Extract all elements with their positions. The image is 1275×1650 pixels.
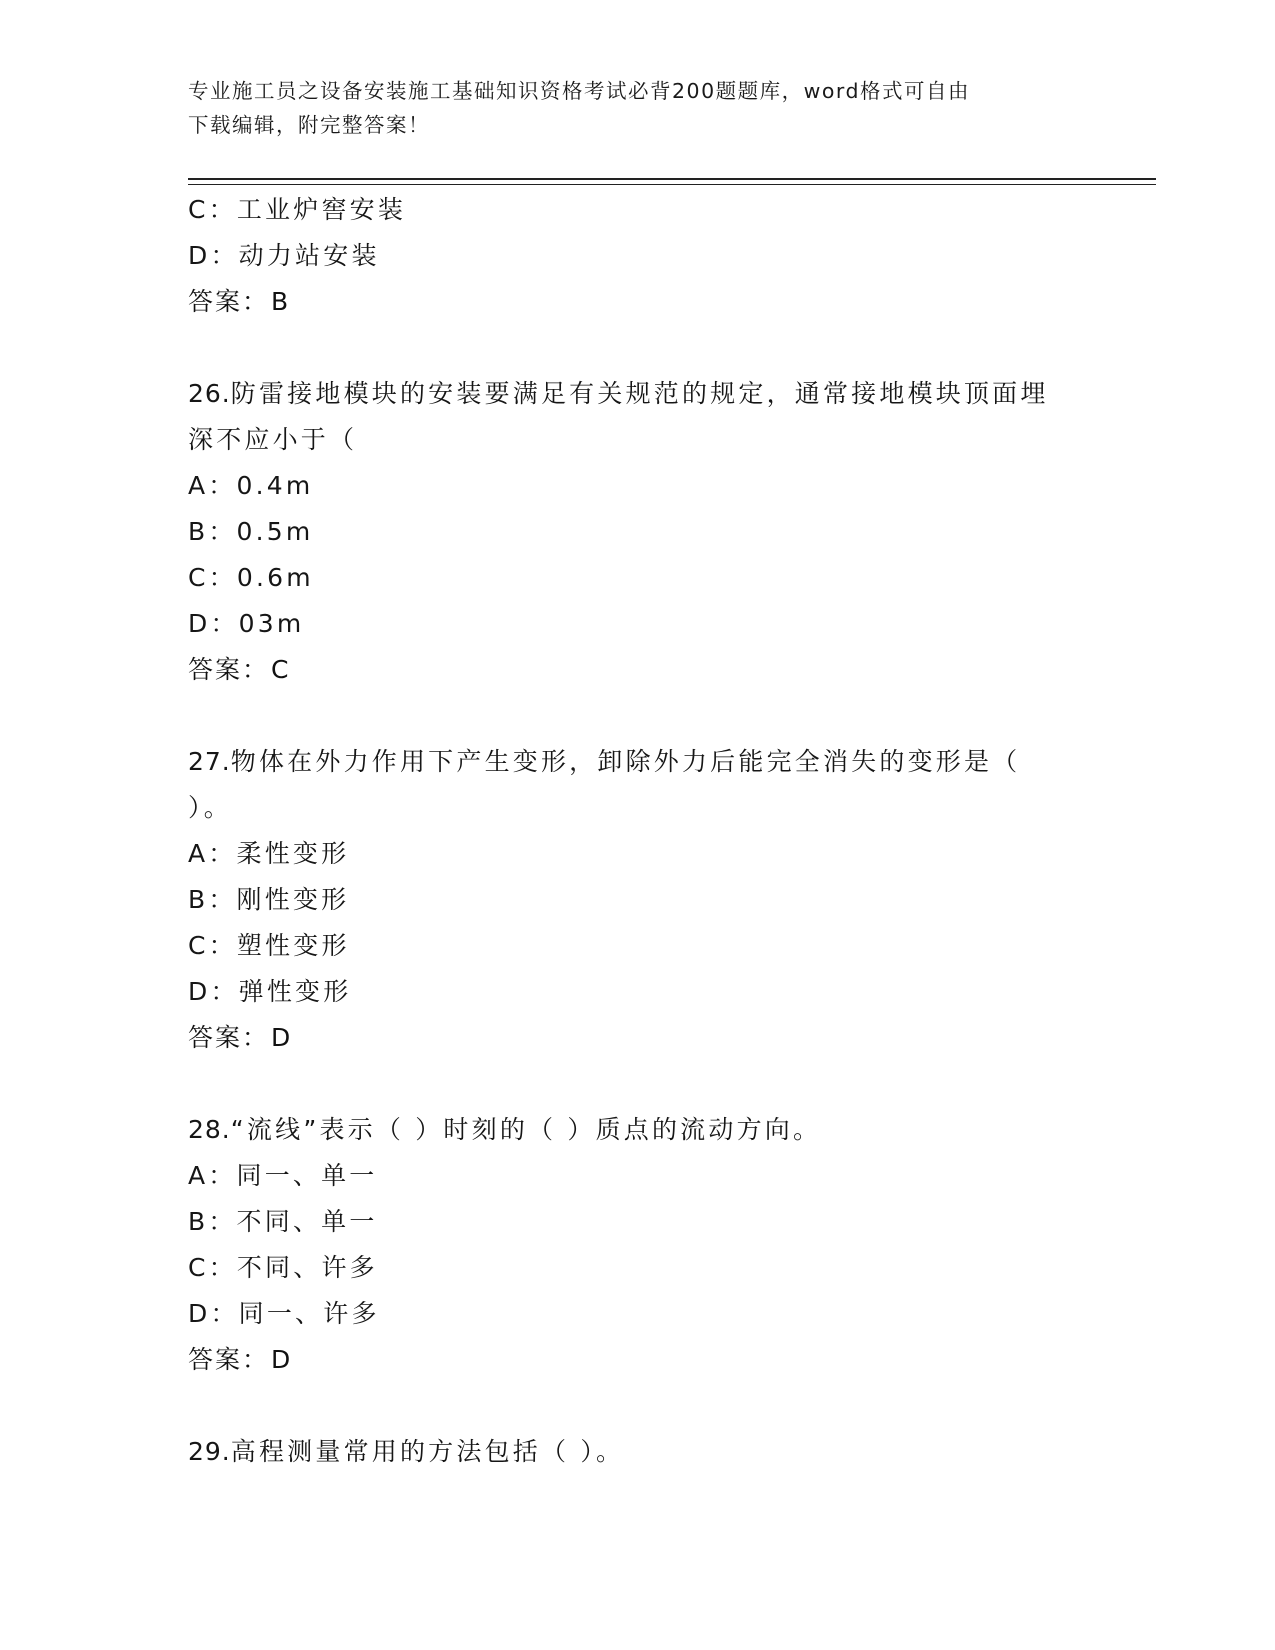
answer-line [188, 1337, 1148, 1383]
answer-value: D [271, 1023, 292, 1052]
spacer [188, 1061, 1148, 1107]
question-text: 防雷接地模块的安装要满足有关规范的规定，通常接地模块顶面埋 [230, 379, 1049, 408]
answer-label: 答案： [188, 655, 270, 684]
option-a: A：柔性变形 [188, 839, 350, 868]
answer-label: 答案： [188, 287, 270, 316]
option-b: B：0.5m [188, 517, 314, 546]
answer-value: D [271, 1345, 292, 1374]
document-header [188, 74, 1088, 142]
option-c: C：工业炉窖安装 [188, 195, 407, 224]
option-c: C：0.6m [188, 563, 314, 592]
spacer [188, 1383, 1148, 1429]
question-text: 物体在外力作用下产生变形，卸除外力后能完全消失的变形是（ [230, 747, 1021, 776]
question-number: 26. [188, 379, 231, 408]
option-c: C：不同、许多 [188, 1253, 378, 1282]
question-number: 27. [188, 747, 231, 776]
question-text-line [188, 1107, 1148, 1153]
answer-label: 答案： [188, 1023, 270, 1052]
answer-line [188, 1015, 1148, 1061]
question-28 [188, 1107, 1148, 1383]
question-text-line: 深不应小于（ [188, 425, 358, 454]
header-divider-thick [188, 178, 1156, 180]
question-27 [188, 739, 1148, 1061]
question-text: 高程测量常用的方法包括（ ）。 [230, 1437, 625, 1466]
option-d: D：同一、许多 [188, 1299, 380, 1328]
question-text-line [188, 371, 1148, 417]
question-number: 28. [188, 1115, 231, 1144]
answer-label: 答案： [188, 1345, 270, 1374]
option-a: A：0.4m [188, 471, 314, 500]
answer-line [188, 279, 1148, 325]
question-text: “流线”表示（ ）时刻的（ ）质点的流动方向。 [230, 1115, 822, 1144]
header-divider-thin [188, 184, 1156, 185]
option-b: B：不同、单一 [188, 1207, 378, 1236]
question-number: 29. [188, 1437, 231, 1466]
question-content [188, 187, 1148, 1475]
spacer [188, 325, 1148, 371]
header-line-2: 下载编辑，附完整答案！ [188, 113, 430, 137]
question-text-line [188, 1429, 1148, 1475]
answer-line [188, 647, 1148, 693]
header-line-1: 专业施工员之设备安装施工基础知识资格考试必背200题题库，word格式可自由 [188, 79, 971, 103]
option-c: C：塑性变形 [188, 931, 350, 960]
answer-value: C [271, 655, 290, 684]
option-d: D：弹性变形 [188, 977, 352, 1006]
question-26 [188, 371, 1148, 693]
answer-value: B [271, 287, 290, 316]
option-d: D：03m [188, 609, 305, 638]
question-text-line [188, 739, 1148, 785]
option-d: D：动力站安装 [188, 241, 380, 270]
question-text-line: ）。 [188, 793, 232, 822]
option-b: B：刚性变形 [188, 885, 350, 914]
question-29 [188, 1429, 1148, 1475]
question-25-tail [188, 187, 1148, 325]
spacer [188, 693, 1148, 739]
option-a: A：同一、单一 [188, 1161, 378, 1190]
